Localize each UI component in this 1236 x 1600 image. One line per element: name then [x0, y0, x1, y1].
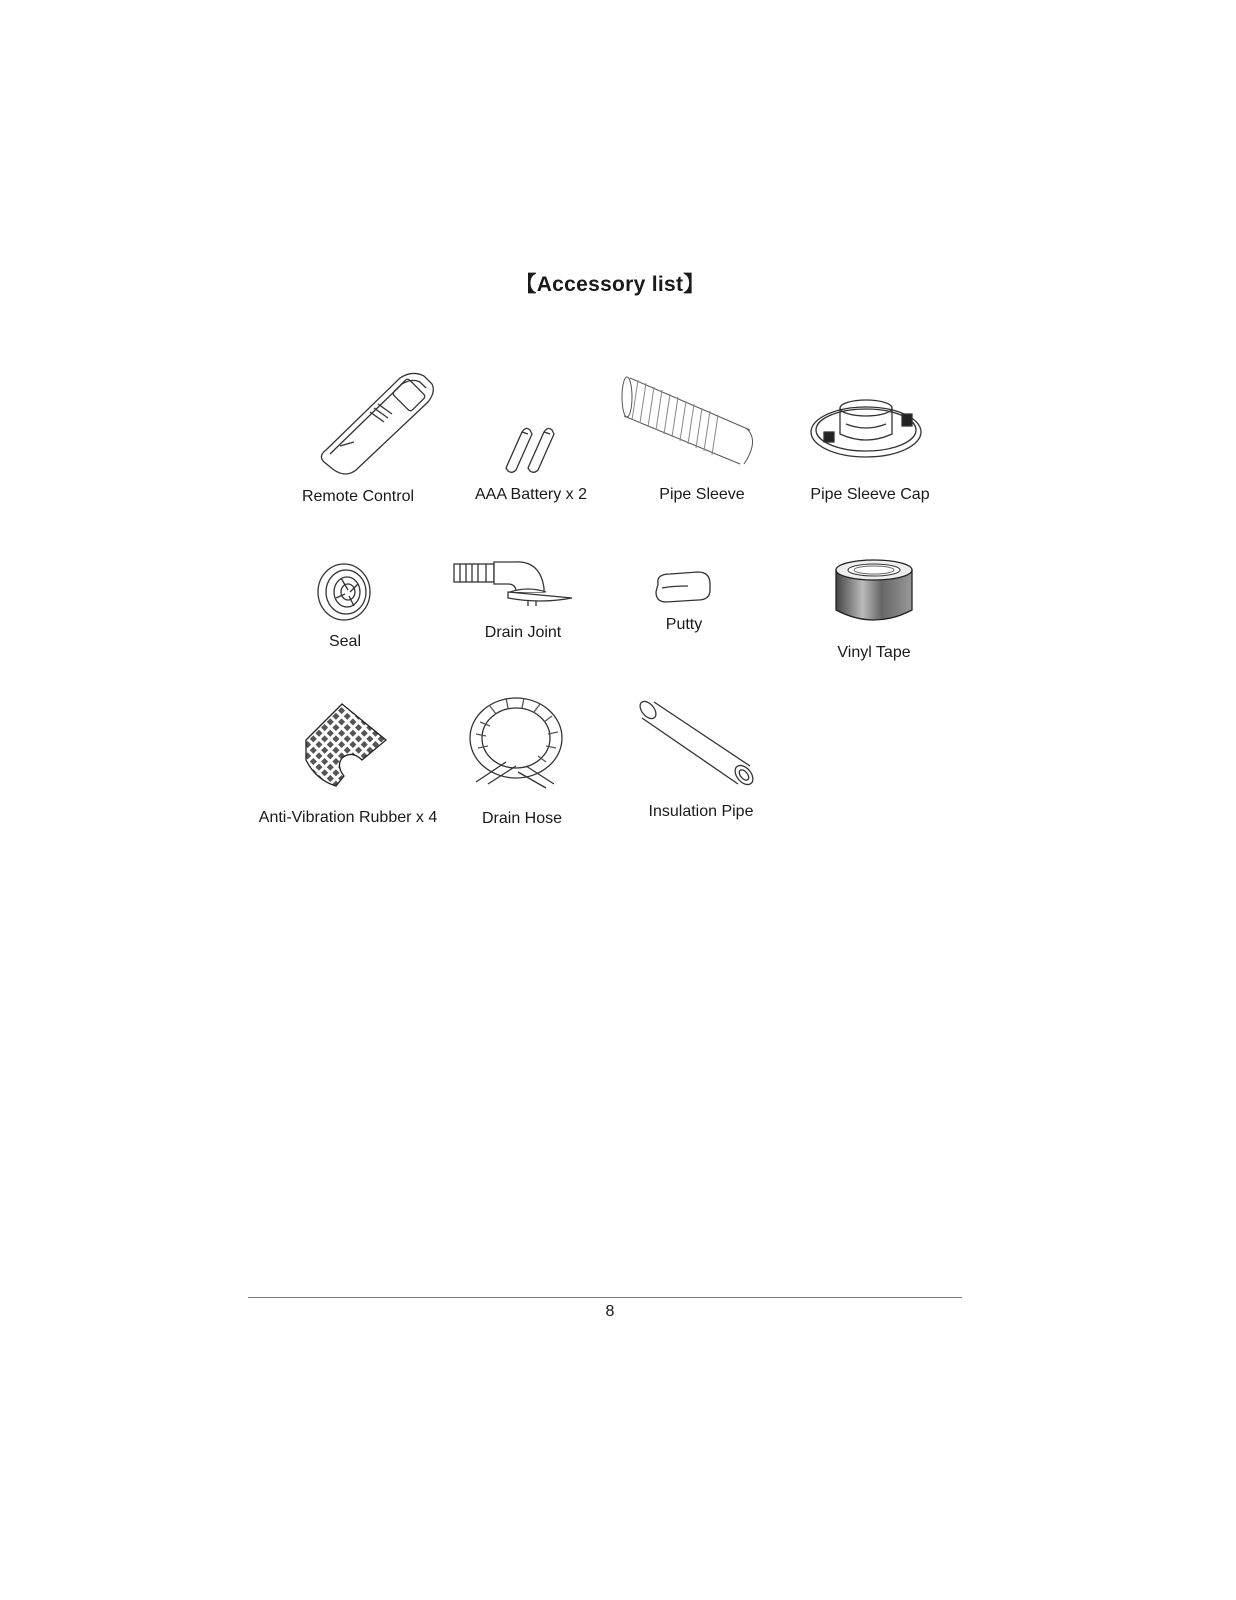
page-number: 8 [605, 1303, 615, 1320]
accessory-label: Vinyl Tape [837, 644, 911, 661]
accessory-label: Anti-Vibration Rubber x 4 [258, 809, 438, 826]
accessory-label: Pipe Sleeve [659, 486, 745, 503]
accessory-label: Remote Control [301, 488, 415, 505]
accessory-label: Insulation Pipe [648, 803, 754, 820]
pipe-sleeve-icon [620, 368, 760, 468]
pipe-sleeve-cap-icon [808, 394, 926, 462]
accessory-label: Pipe Sleeve Cap [810, 486, 930, 503]
footer-divider [248, 1297, 962, 1298]
anti-vibration-rubber-icon [302, 700, 390, 790]
accessory-label: Putty [665, 616, 703, 633]
remote-control-icon [316, 370, 441, 475]
putty-icon [652, 570, 714, 604]
accessory-label: AAA Battery x 2 [474, 486, 588, 503]
drain-joint-icon [452, 558, 574, 608]
insulation-pipe-icon [636, 698, 758, 790]
accessory-label: Drain Hose [481, 810, 563, 827]
accessory-label: Drain Joint [484, 624, 562, 641]
page-title: 【Accessory list】 [515, 273, 705, 296]
vinyl-tape-icon [833, 558, 915, 624]
battery-icon [498, 424, 563, 472]
seal-icon [314, 560, 374, 624]
accessory-label: Seal [328, 633, 362, 650]
drain-hose-icon [466, 692, 568, 788]
